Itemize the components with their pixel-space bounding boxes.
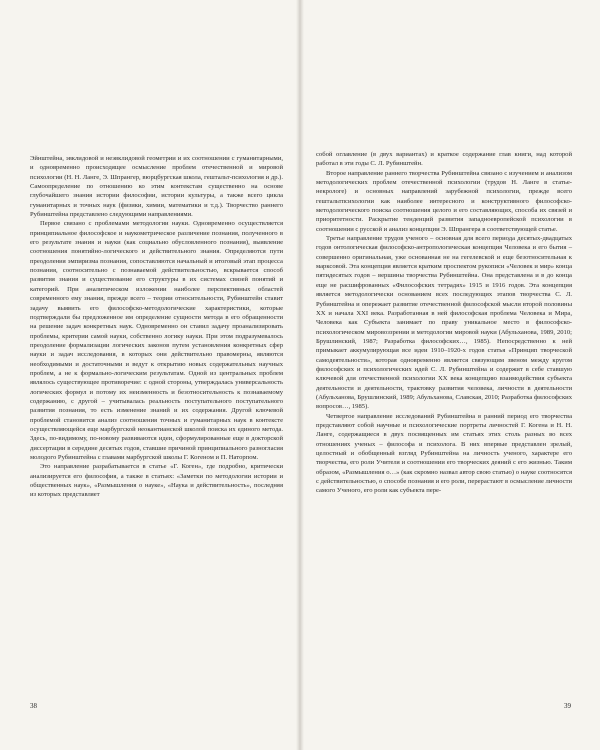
paragraph: собой оглавление (в двух вариантах) и краткое содержание глав книги, над которой работал в эти годы С. Л. Рубинштейн.	[316, 151, 572, 168]
left-page	[0, 0, 298, 750]
left-page-text	[30, 154, 283, 500]
right-page	[302, 0, 600, 750]
paragraph: Первое связано с проблемами методологии науки. Одновременно осуществляется принципиальное философское и наукометрическое различение познания, полученного в его результате знания и науки (как социально обусловленного познания), выявление соотношения понятийно-логического и действительного знания. Определяются пути преодоления эмпиризма познания, сопоставляются начальный и итоговый этап процесса познания, соотносительно с познаваемой действительностью, вскрывается способ развития знания и существование его структуры в их системах связей понятий и категорий. При аналитическом изложении наиболее перспективных областей современного ему знания, прежде всего – теории относительности, Рубинштейн ставит задачу выявить его философско-методологические характеристики, которые подтверждали бы предложенное им определение сущности метода в его обращенности на решение задач конкретных наук. Одновременно он ставил задачу проанализировать проблемы, критерии самой науки, собственно логику науки. При этом подразумевалось преодоление формализации логических законов путем установления конкретных сфер науки и задач исследования, в которых они действительно правомерны, являются необходимыми и достаточными и ведут к открытию новых содержательных научных проблем, а не к формально-логическим результатам. Одной из центральных проблем являлось существующее противоречие: с одной стороны, утверждалась универсальность логических формул и потому их неизменность и безотносительность к познаваемому содержанию, с другой – учитывалась реальность поступательного поступательного развития познания, то есть изменение знаний и их содержания. Другой ключевой проблемой становится анализ соотношения точных и гуманитарных наук в контексте осуществляющейся еще марбургской неокантианской школой поиска их единого метода. Здесь, по-видимому, по-новому развиваются идеи, сформулированные еще в докторской диссертации в середине десятых годов, ставшие причиной принципиального разногласия молодого Рубинштейна с главами марбургской школы Г. Когеном и П. Наторпом.	[30, 220, 283, 461]
paragraph: Второе направление раннего творчества Рубинштейна связано с изучением и анализом методологических проблем отечественной психологии (трудов Н. Ланге в статье-некрологе) и основных направлений зарубежной психологии, прежде всего гештальтпсихологии как наиболее интересного и конструктивного философско-методологического поиска соотношения целого и его составляющих, способа их связей и приоритетности. Раскрытие тенденций развития западноевропейской психологии в соотношении с русской и анализ концепции Э. Шпрангера в соответствующей статье.	[316, 169, 572, 233]
page-number: 39	[564, 702, 571, 710]
page-number: 38	[30, 702, 37, 710]
paragraph: Эйнштейна, эвклидовой и неэвклидовой геометрии и их соотношении с гуманитарными, и одновременно происходящее осмысление проблем отечественной и мировой психологии (Н. Н. Ланге, Э. Шпрангер, вюрцбургская школа, гештальт-психология и др.). Самоопределение по отношению ко этим контекстам существенно на основе глубочайшего знания истории философии, истории культуры, а также всего цикла гуманитарных и точных наук (физики, химии, математики и т.д.). Творчество раннего Рубинштейна представлено следующими направлениями.	[30, 155, 283, 219]
paragraph: Третье направление трудов ученого – основная для всего периода десятых-двадцатых годов онтологическая философско-антропологическая концепция Человека и его бытия – совершенно оригинальная, уже основанная не на гегелевской и еще безотносительная к марксовой. Эта концепция является кратким проспектом рукописи «Человек и мир» конца пятидесятых годов – вершины творчества Рубинштейна. Она представлена и в до конца еще не расшифрованных «Философских тетрадях» 1915 и 1916 годов. Эта концепция является методологически основанием всех последующих этапов творчества С. Л. Рубинштейна и опережает развитие отечественной философской мысли второй половины ХХ и начала XXI века. Разработанная в ней философская проблема Человека и Мира, Человека как Субъекта занимает по праву уникальное место в философско-психологическом мировоззрении и методологии мировой науки (Абульханова, 1989, 2010; Брушлинский, 1987; Разработка философских…, 1985). Непосредственно к ней примыкает аккумулирующая все идеи 1910–1920-х годов статья «Принцип творческой самодеятельности», которая одновременно является связующим звеном между кругом философских и психологических идей С. Л. Рубинштейна и содержит в себе ставшую ключевой для отечественной психологии ХХ века концепцию взаимодействия субъекта деятельности и деятельности, трактовку развития человека, личности в деятельности (Абульханова, Брушлинский, 1989; Абульханова, Славская, 2010; Разработка философских вопросов…, 1985).	[316, 235, 572, 411]
paragraph: Четвертое направление исследований Рубинштейна в ранний период его творчества представляют собой научные и психологические портреты личностей Г. Когена и Н. Н. Ланге, содержащиеся в двух посвященных им статьях этих столь разных во всех отношениях ученых – философа и психолога. В них впервые представлен зрелый, целостный и обобщенный взгляд Рубинштейна на личность ученого, характере его творчества, его роли Учителя и соотношении его творческих деяний с его жизнью. Таким образом, «Размышления о…» (как скромно назвал автор свою статью) о науке соотносятся с действительностью, о способе познания и его роли, перерастают в осмысление личности самого Ученого, его роли как субъекта пере-	[316, 412, 572, 495]
right-page-text	[316, 150, 572, 496]
paragraph: Это направление разрабатывается в статье «Г. Коген», где подробно, критически анализируется его философия, а также в статьях: «Заметки по методологии истории и общественных наук», «Размышления о науке», «Наука и действительность», последняя из которых представляет	[30, 463, 283, 499]
